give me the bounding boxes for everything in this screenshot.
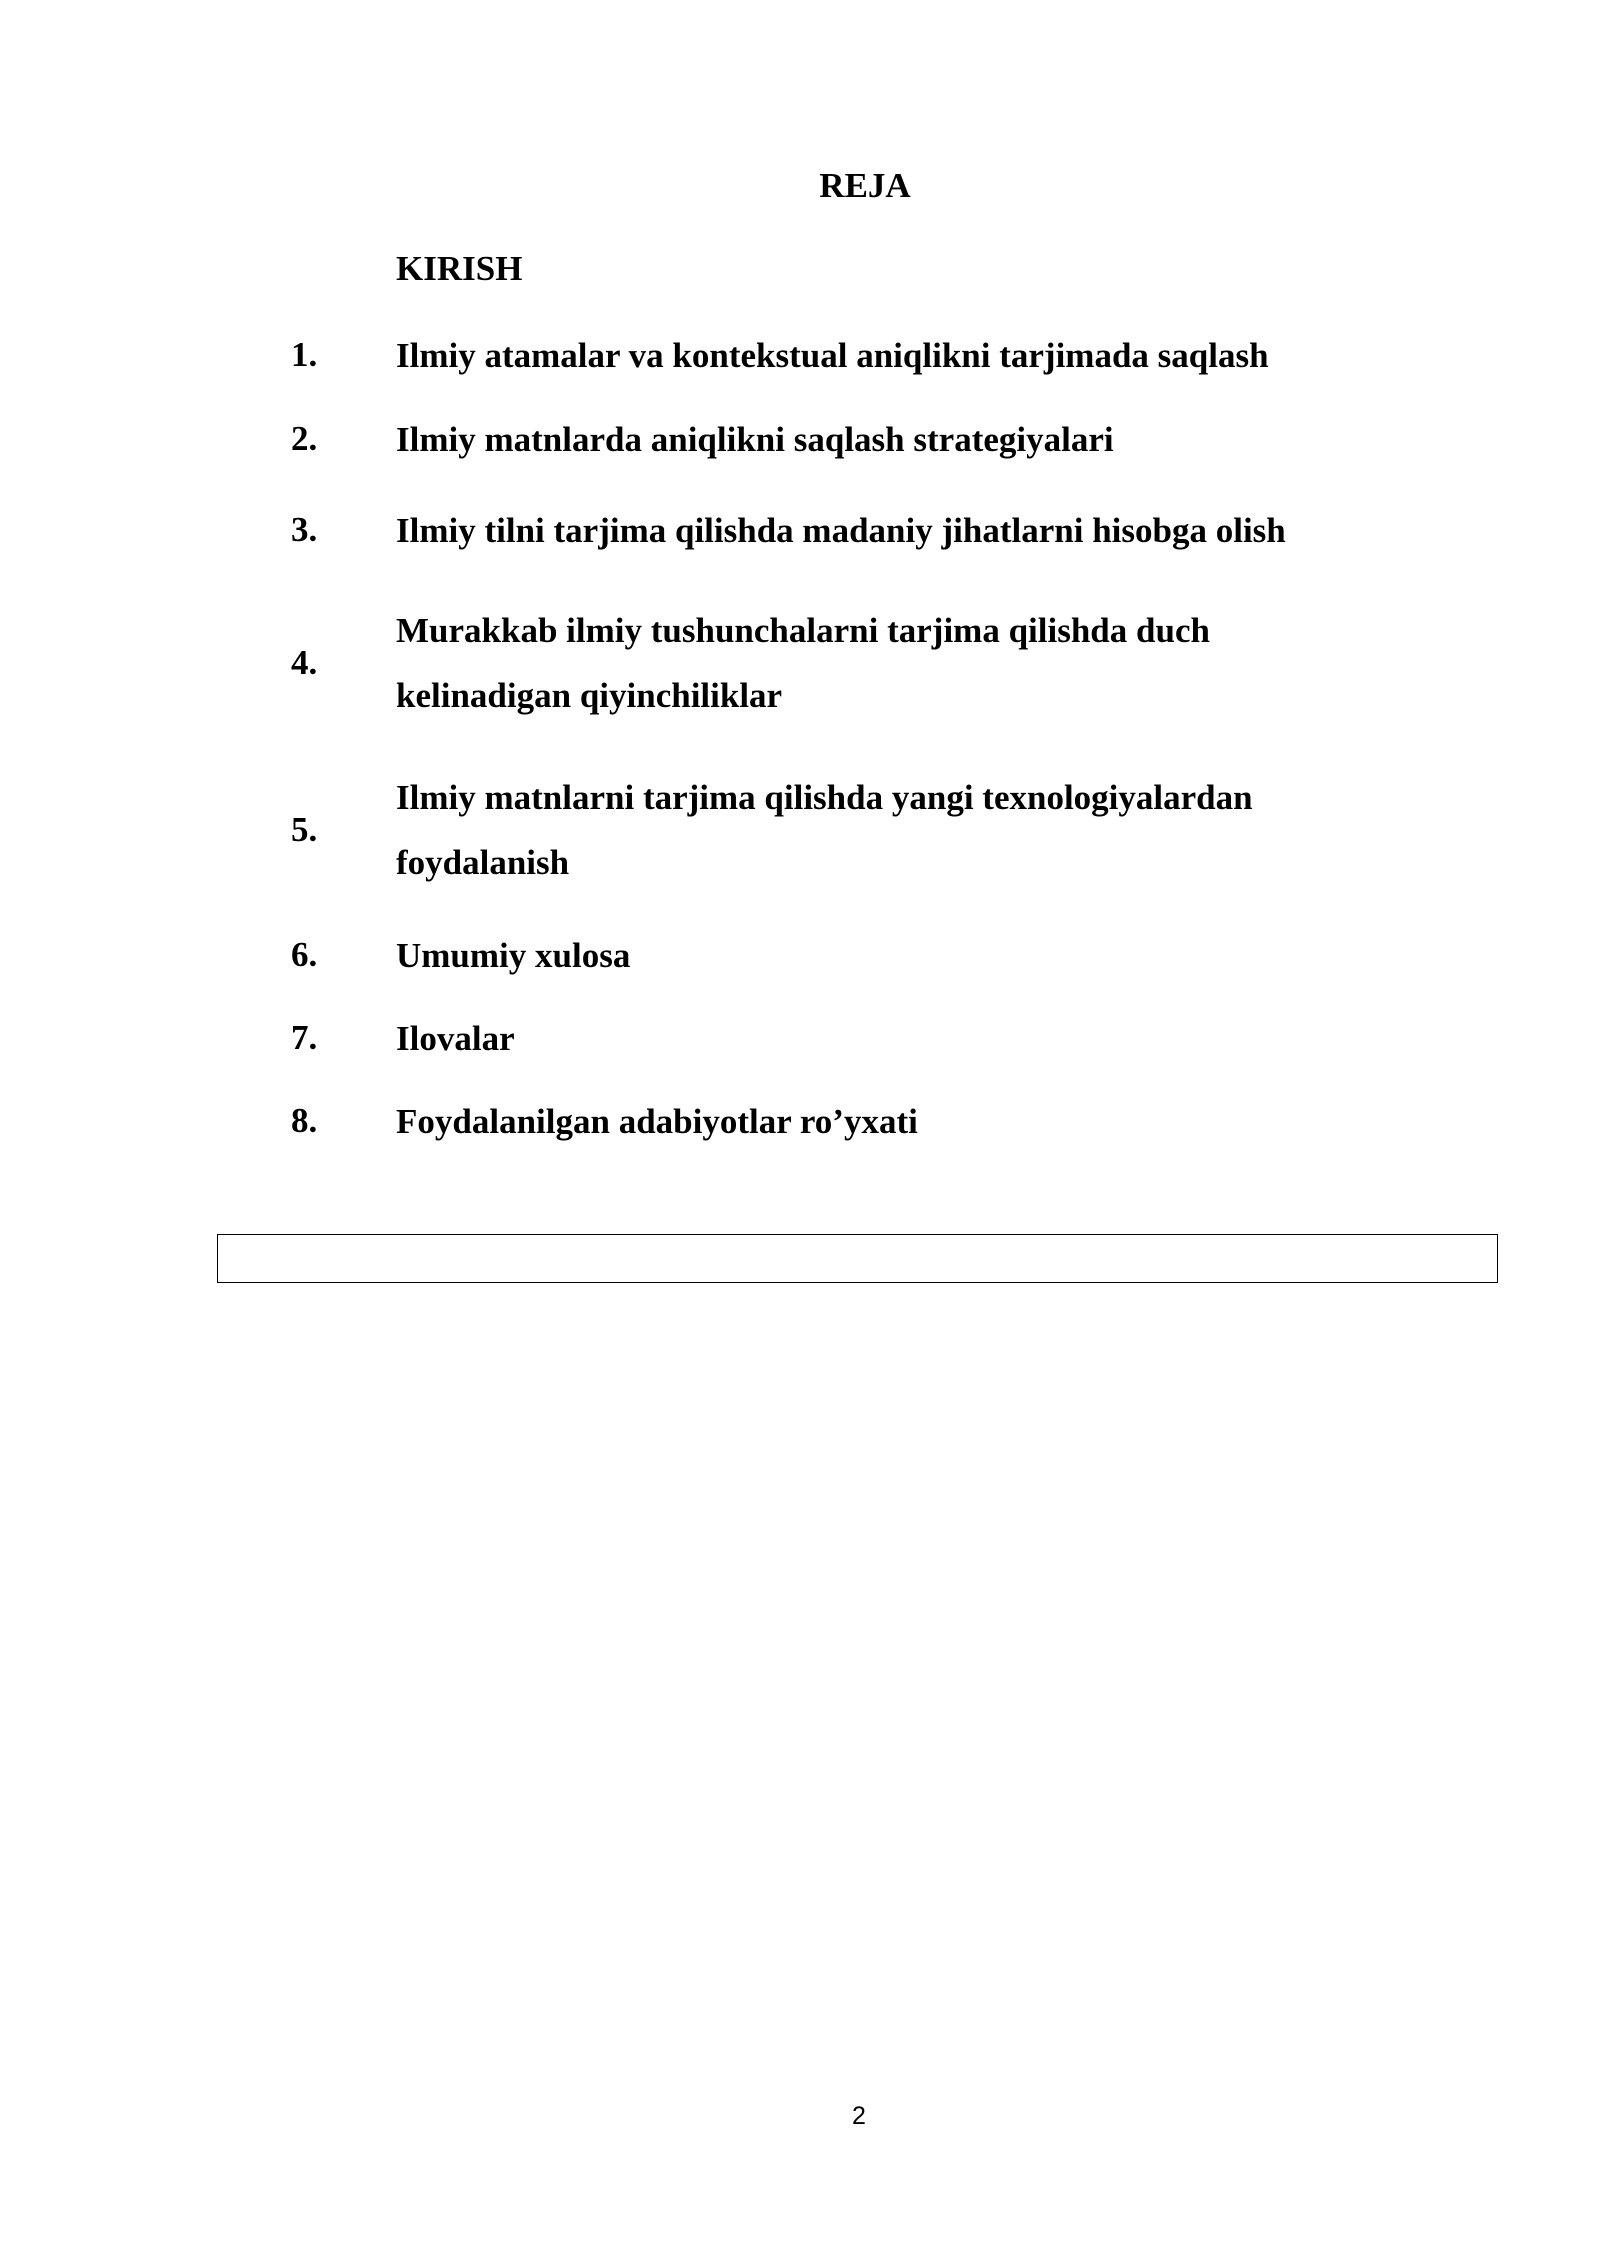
list-item-text: Foydalanilgan adabiyotlar ro’yxati [396, 1102, 918, 1141]
list-item-text: Ilmiy matnlarda aniqlikni saqlash strategiyalari [396, 420, 1114, 459]
list-item-text: Ilmiy tilni tarjima qilishda madaniy jihatlarni hisobga olish [396, 511, 1286, 550]
empty-text-frame [217, 1234, 1498, 1283]
list-item-number: 7. [291, 1018, 318, 1057]
list-item-text: Ilovalar [396, 1019, 515, 1058]
list-item-text: Ilmiy matnlarni tarjima qilishda yangi texnologiyalardan foydalanish [396, 778, 1253, 882]
page-number: 2 [852, 2102, 866, 2130]
page-title: REJA [819, 166, 911, 205]
list-item-number: 2. [291, 419, 318, 458]
list-item-number: 5. [291, 810, 318, 849]
list-item-text: Umumiy xulosa [396, 936, 631, 975]
list-item-text: Ilmiy atamalar va kontekstual aniqlikni tarjimada saqlash [396, 336, 1269, 375]
list-item-number: 3. [291, 510, 318, 549]
list-item-number: 4. [291, 643, 318, 682]
list-item-number: 1. [291, 335, 318, 374]
intro-heading: KIRISH [396, 249, 523, 288]
list-item-number: 8. [291, 1101, 318, 1140]
list-item-text: Murakkab ilmiy tushunchalarni tarjima qilishda duch kelinadigan qiyinchiliklar [396, 611, 1210, 715]
list-item-number: 6. [291, 935, 318, 974]
